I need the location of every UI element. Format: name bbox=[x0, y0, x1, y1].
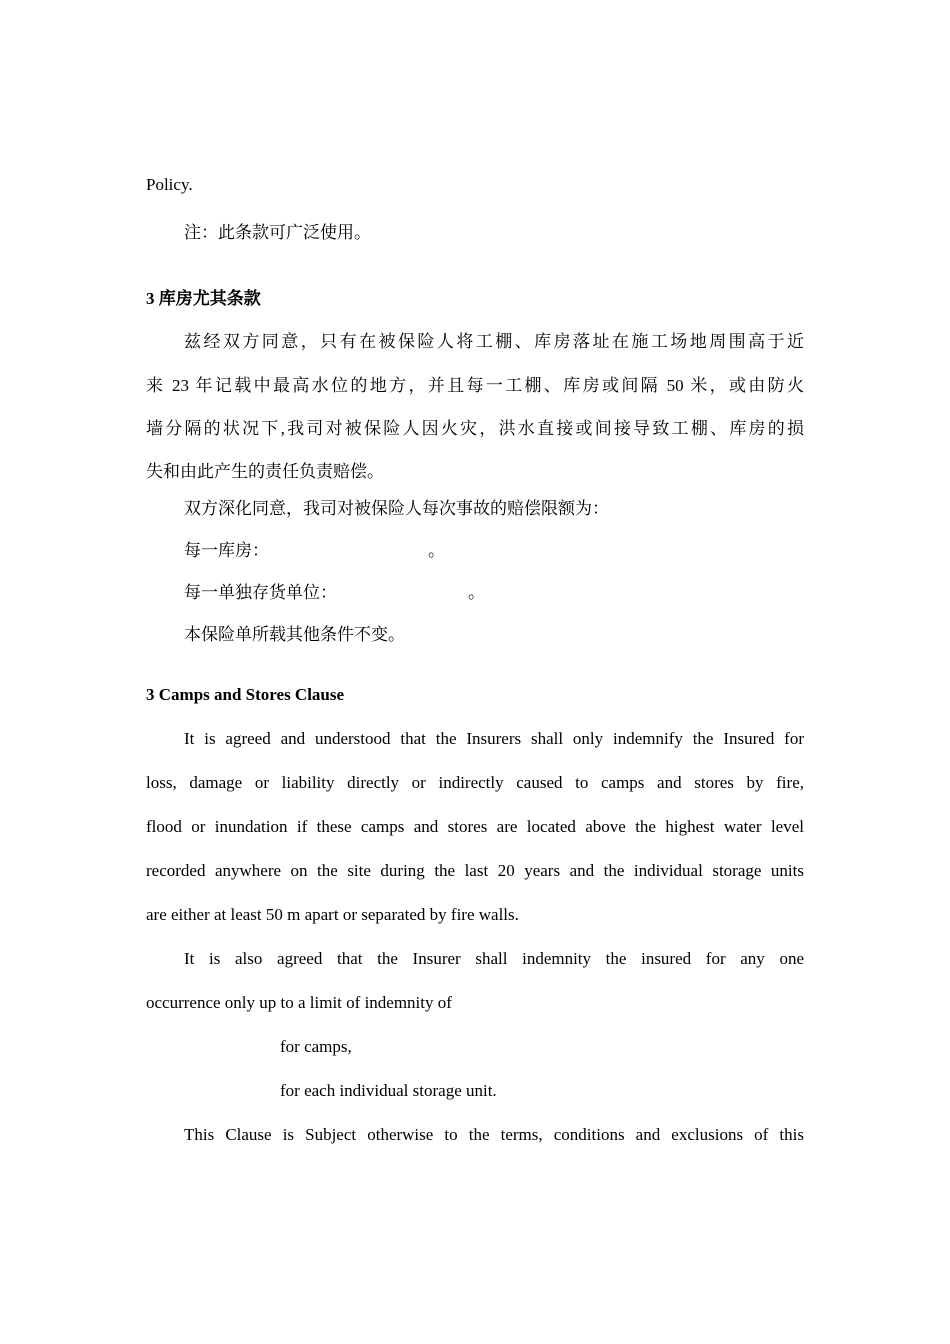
cn-para-line-4: 失和由此产生的责任负责赔偿。 bbox=[146, 462, 384, 481]
cn-other-terms: 本保险单所载其他条件不变。 bbox=[184, 625, 405, 644]
policy-line: Policy. bbox=[146, 175, 193, 194]
en-for-storage: for each individual storage unit. bbox=[280, 1081, 497, 1100]
en-para-line-1: It is agreed and understood that the Insurers shall only indemnify the Insured for bbox=[184, 729, 804, 748]
en-subject-clause: This Clause is Subject otherwise to the terms, conditions and exclusions of this bbox=[184, 1125, 804, 1144]
cn-per-unit bbox=[184, 578, 337, 603]
cn-limit-intro: 双方深化同意，我司对被保险人每次事故的赔偿限额为： bbox=[184, 499, 609, 518]
cn-per-store-label: 每一库房： bbox=[184, 541, 269, 560]
en-para-line-5: are either at least 50 m apart or separated by fire walls. bbox=[146, 905, 519, 924]
note-line: 注：此条款可广泛使用。 bbox=[184, 223, 371, 242]
en-para-line-3: flood or inundation if these camps and stores are located above the highest water level bbox=[146, 817, 804, 836]
en-for-camps: for camps, bbox=[280, 1037, 352, 1056]
en-limit-line-2: occurrence only up to a limit of indemnity of bbox=[146, 993, 452, 1012]
cn-per-unit-label: 每一单独存货单位： bbox=[184, 583, 337, 602]
section-heading-cn: 3 库房尤其条款 bbox=[146, 289, 261, 308]
cn-per-store-period: 。 bbox=[428, 541, 445, 560]
cn-per-store bbox=[184, 536, 269, 561]
cn-per-unit-period: 。 bbox=[468, 583, 485, 602]
cn-para-line-1: 兹经双方同意，只有在被保险人将工棚、库房落址在施工场地周围高于近 bbox=[184, 332, 804, 351]
en-para-line-4: recorded anywhere on the site during the last 20 years and the individual storage units bbox=[146, 861, 804, 880]
en-limit-line-1: It is also agreed that the Insurer shall indemnity the insured for any one bbox=[184, 949, 804, 968]
en-para-line-2: loss, damage or liability directly or indirectly caused to camps and stores by fire, bbox=[146, 773, 804, 792]
section-heading-en: 3 Camps and Stores Clause bbox=[146, 685, 345, 704]
cn-para-line-2: 来 23 年记载中最高水位的地方，并且每一工棚、库房或间隔 50 米，或由防火 bbox=[146, 376, 804, 395]
cn-para-line-3: 墙分隔的状况下,我司对被保险人因火灾，洪水直接或间接导致工棚、库房的损 bbox=[146, 419, 804, 438]
